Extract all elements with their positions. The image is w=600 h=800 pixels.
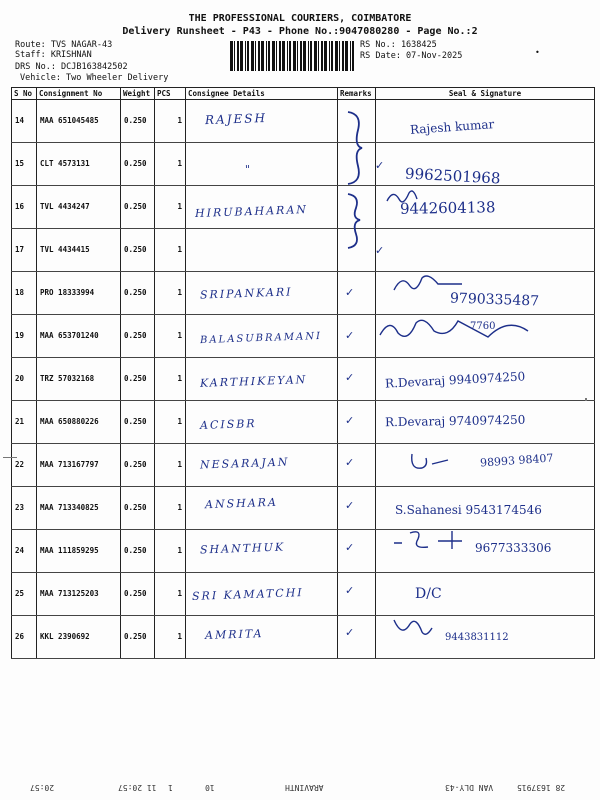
pcs-cell — [155, 186, 186, 229]
barcode-bar — [247, 41, 249, 71]
consignment-cell — [37, 487, 121, 530]
pcs-cell — [155, 315, 186, 358]
remarks-cell — [338, 444, 376, 487]
barcode-bar — [350, 41, 351, 71]
sno-cell-text: 20 — [15, 374, 25, 383]
consignment-cell — [37, 530, 121, 573]
remark-check-icon: ✓ — [345, 583, 355, 597]
consignment-cell-text: MAA 713340825 — [40, 503, 99, 512]
sno-cell — [12, 616, 37, 659]
pcs-cell — [155, 100, 186, 143]
sno-cell — [12, 100, 37, 143]
signature-scribble — [392, 270, 552, 304]
sno-cell-text: 23 — [15, 503, 25, 512]
weight-cell — [121, 186, 155, 229]
pcs-cell — [155, 444, 186, 487]
barcode-bar — [287, 41, 288, 71]
signature-scribble — [385, 187, 545, 221]
col-pcs: PCS — [155, 88, 186, 100]
consignment-cell — [37, 358, 121, 401]
consignment-cell — [37, 616, 121, 659]
sno-cell — [12, 358, 37, 401]
consignment-cell-text: MAA 650880226 — [40, 417, 99, 426]
consignee-cell — [186, 143, 338, 186]
barcode-bar — [266, 41, 267, 71]
barcode-bar — [276, 41, 277, 71]
barcode-bar — [272, 41, 275, 71]
pcs-cell — [155, 487, 186, 530]
barcode-bar — [300, 41, 302, 71]
pcs-cell-text: 1 — [177, 632, 182, 641]
footer-time: 20:57 — [30, 783, 55, 792]
weight-cell — [121, 573, 155, 616]
consignment-cell-text: MAA 713125203 — [40, 589, 99, 598]
signature-handwriting: 9962501968 — [404, 164, 501, 187]
footer-num-2: 10 — [205, 783, 215, 792]
scan-speck — [585, 398, 587, 401]
weight-cell — [121, 401, 155, 444]
remark-check-icon: ✓ — [345, 456, 355, 469]
table-row — [12, 143, 595, 186]
weight-cell-text: 0.250 — [124, 503, 147, 512]
remark-check-icon: ✓ — [375, 243, 385, 257]
weight-cell — [121, 143, 155, 186]
sno-cell — [12, 186, 37, 229]
consignee-cell — [186, 229, 338, 272]
signature-handwriting: 9443831112 — [445, 632, 509, 643]
consignee-handwriting: " — [244, 162, 253, 176]
barcode-bar — [329, 41, 330, 71]
barcode-bar — [234, 41, 235, 71]
remark-check-icon: ✓ — [345, 328, 355, 342]
remarks-cell — [338, 616, 376, 659]
remark-check-icon: ✓ — [345, 286, 355, 299]
barcode-bar — [268, 41, 270, 71]
barcode-bar — [289, 41, 291, 71]
weight-cell-text: 0.250 — [124, 589, 147, 598]
barcode-bar — [293, 41, 296, 71]
remark-check-icon: ✓ — [375, 158, 385, 172]
consignment-cell-text: MAA 651045485 — [40, 116, 99, 125]
signature-scribble — [408, 444, 568, 478]
signature-scribble — [392, 527, 552, 561]
brace-mark-1 — [340, 108, 370, 188]
barcode-bar — [345, 41, 348, 71]
weight-cell-text: 0.250 — [124, 374, 147, 383]
consignment-cell-text: MAA 653701240 — [40, 331, 99, 340]
consignment-cell — [37, 100, 121, 143]
barcode-bar — [324, 41, 327, 71]
sno-cell — [12, 272, 37, 315]
pcs-cell-text: 1 — [177, 374, 182, 383]
col-consignee: Consignee Details — [186, 88, 338, 100]
remarks-cell — [338, 401, 376, 444]
weight-cell — [121, 100, 155, 143]
route-label: Route: TVS NAGAR-43 — [15, 40, 113, 50]
footer-rs: 28 1637915 — [517, 783, 566, 792]
brace-mark-2 — [340, 190, 370, 250]
pcs-cell-text: 1 — [177, 503, 182, 512]
sno-cell — [12, 229, 37, 272]
company-title: THE PROFESSIONAL COURIERS, COIMBATORE — [188, 13, 412, 24]
sno-cell-text: 26 — [15, 632, 25, 641]
weight-cell-text: 0.250 — [124, 245, 147, 254]
weight-cell — [121, 315, 155, 358]
weight-cell — [121, 530, 155, 573]
sno-cell — [12, 487, 37, 530]
signature-handwriting: 98993 98407 — [479, 451, 554, 470]
sno-cell-text: 21 — [15, 417, 25, 426]
dot-mark: • — [535, 48, 540, 57]
footer-code: VAN DLY-43 — [445, 783, 494, 792]
sno-cell-text: 17 — [15, 245, 25, 254]
signature-handwriting: S.Sahanesi 9543174546 — [395, 502, 542, 517]
remarks-cell — [338, 573, 376, 616]
sno-cell — [12, 444, 37, 487]
consignment-cell — [37, 229, 121, 272]
weight-cell-text: 0.250 — [124, 546, 147, 555]
table-row — [12, 229, 595, 272]
barcode-bar — [321, 41, 323, 71]
barcode-bar — [318, 41, 319, 71]
remarks-cell — [338, 272, 376, 315]
consignment-cell — [37, 573, 121, 616]
signature-scribble — [392, 614, 552, 648]
weight-cell-text: 0.250 — [124, 288, 147, 297]
signature-handwriting: 7760 — [470, 320, 496, 332]
consignment-cell-text: MAA 111859295 — [40, 546, 99, 555]
footer-name: ARAVINTH — [285, 783, 324, 792]
barcode-bar — [258, 41, 260, 71]
weight-cell-text: 0.250 — [124, 116, 147, 125]
pcs-cell — [155, 143, 186, 186]
pcs-cell-text: 1 — [177, 460, 182, 469]
remark-check-icon: ✓ — [345, 498, 355, 512]
sno-cell — [12, 143, 37, 186]
consignment-cell-text: TRZ 57032168 — [40, 374, 95, 383]
scan-speck — [3, 457, 17, 458]
signature-cell — [376, 229, 595, 272]
signature-handwriting: R.Devaraj 9740974250 — [384, 412, 526, 429]
barcode-bar — [279, 41, 281, 71]
consignment-cell-text: KKL 2390692 — [40, 632, 90, 641]
consignee-handwriting: SRIPANKARI — [199, 285, 293, 302]
barcode-icon — [230, 41, 358, 71]
remark-check-icon: ✓ — [345, 371, 355, 384]
sno-cell — [12, 530, 37, 573]
barcode-bar — [303, 41, 306, 71]
weight-cell — [121, 229, 155, 272]
signature-scribble — [378, 313, 538, 347]
barcode-bar — [237, 41, 239, 71]
consignee-handwriting: BALASUBRAMANI — [199, 330, 323, 346]
sno-cell — [12, 573, 37, 616]
consignee-handwriting: ACISBR — [199, 416, 257, 432]
consignment-cell-text: TVL 4434415 — [40, 245, 90, 254]
pcs-cell — [155, 573, 186, 616]
weight-cell-text: 0.250 — [124, 202, 147, 211]
barcode-bar — [255, 41, 256, 71]
drs-label: DRS No.: DCJB163842502 — [15, 62, 128, 72]
pcs-cell — [155, 530, 186, 573]
col-signature: Seal & Signature — [376, 88, 595, 100]
pcs-cell-text: 1 — [177, 202, 182, 211]
remarks-cell — [338, 530, 376, 573]
weight-cell — [121, 358, 155, 401]
consignment-cell — [37, 444, 121, 487]
remarks-cell — [338, 358, 376, 401]
sno-cell-text: 16 — [15, 202, 25, 211]
signature-handwriting: 9677333306 — [475, 541, 552, 555]
sno-cell — [12, 401, 37, 444]
sno-cell-text: 14 — [15, 116, 25, 125]
consignment-cell — [37, 272, 121, 315]
staff-label: Staff: KRISHNAN — [15, 50, 92, 60]
barcode-bar — [342, 41, 344, 71]
remarks-cell — [338, 315, 376, 358]
consignment-cell-text: CLT 4573131 — [40, 159, 90, 168]
pcs-cell-text: 1 — [177, 546, 182, 555]
weight-cell-text: 0.250 — [124, 159, 147, 168]
pcs-cell-text: 1 — [177, 331, 182, 340]
rs-number: RS No.: 1638425 — [360, 40, 437, 50]
barcode-bar — [297, 41, 298, 71]
signature-handwriting: R.Devaraj 9940974250 — [384, 369, 526, 391]
consignment-cell — [37, 143, 121, 186]
weight-cell-text: 0.250 — [124, 632, 147, 641]
consignment-cell-text: TVL 4434247 — [40, 202, 90, 211]
sno-cell-text: 19 — [15, 331, 25, 340]
signature-handwriting: 9790335487 — [449, 290, 540, 310]
weight-cell — [121, 487, 155, 530]
sno-cell-text: 15 — [15, 159, 25, 168]
barcode-bar — [230, 41, 233, 71]
pcs-cell-text: 1 — [177, 116, 182, 125]
signature-cell — [376, 573, 595, 616]
footer-time-2: 11 20:57 — [118, 783, 157, 792]
barcode-bar — [245, 41, 246, 71]
barcode-bar — [282, 41, 285, 71]
pcs-cell-text: 1 — [177, 288, 182, 297]
barcode-bar — [314, 41, 317, 71]
pcs-cell-text: 1 — [177, 589, 182, 598]
consignment-cell — [37, 315, 121, 358]
pcs-cell-text: 1 — [177, 245, 182, 254]
col-remarks: Remarks — [338, 88, 376, 100]
barcode-bar — [251, 41, 254, 71]
rs-date: RS Date: 07-Nov-2025 — [360, 51, 463, 61]
consignment-cell — [37, 186, 121, 229]
barcode-bar — [335, 41, 338, 71]
barcode-bar — [339, 41, 340, 71]
barcode-bar — [308, 41, 309, 71]
pcs-cell — [155, 272, 186, 315]
sno-cell-text: 24 — [15, 546, 25, 555]
runsheet-subtitle: Delivery Runsheet - P43 - Phone No.:9047080280 - Page No.:2 — [122, 26, 478, 37]
weight-cell-text: 0.250 — [124, 417, 147, 426]
barcode-bar — [261, 41, 264, 71]
sno-cell-text: 22 — [15, 460, 25, 469]
col-sno: S No — [12, 88, 37, 100]
remark-check-icon: ✓ — [345, 541, 355, 554]
sno-cell-text: 18 — [15, 288, 25, 297]
col-weight: Weight — [121, 88, 155, 100]
pcs-cell — [155, 401, 186, 444]
barcode-bar — [310, 41, 312, 71]
weight-cell-text: 0.250 — [124, 331, 147, 340]
consignee-handwriting: AMRITA — [204, 626, 264, 643]
consignee-handwriting: KARTHIKEYAN — [199, 373, 308, 390]
barcode-bar — [352, 41, 354, 71]
consignment-cell — [37, 401, 121, 444]
consignee-handwriting: HIRUBAHARAN — [194, 203, 309, 220]
weight-cell-text: 0.250 — [124, 460, 147, 469]
pcs-cell-text: 1 — [177, 159, 182, 168]
weight-cell — [121, 444, 155, 487]
consignment-cell-text: PRO 18333994 — [40, 288, 95, 297]
pcs-cell — [155, 229, 186, 272]
table-row — [12, 100, 595, 143]
consignee-handwriting: ANSHARA — [204, 495, 279, 511]
footer-num-1: 1 — [168, 783, 173, 792]
consignee-handwriting: SHANTHUK — [199, 540, 286, 557]
signature-handwriting: Rajesh kumar — [409, 117, 495, 137]
col-consignment: Consignment No — [37, 88, 121, 100]
weight-cell — [121, 272, 155, 315]
consignee-handwriting: NESARAJAN — [199, 455, 290, 472]
weight-cell — [121, 616, 155, 659]
consignment-cell-text: MAA 713167797 — [40, 460, 99, 469]
pcs-cell — [155, 616, 186, 659]
vehicle-label: Vehicle: Two Wheeler Delivery — [20, 73, 169, 83]
barcode-bar — [240, 41, 243, 71]
remarks-cell — [338, 487, 376, 530]
remark-check-icon: ✓ — [345, 626, 355, 639]
sno-cell — [12, 315, 37, 358]
signature-handwriting: D/C — [415, 585, 442, 602]
table-header-row — [12, 88, 595, 100]
pcs-cell — [155, 358, 186, 401]
pcs-cell-text: 1 — [177, 417, 182, 426]
remark-check-icon: ✓ — [345, 413, 355, 427]
sno-cell-text: 25 — [15, 589, 25, 598]
consignee-handwriting: RAJESH — [204, 110, 268, 128]
barcode-bar — [331, 41, 333, 71]
signature-handwriting: 9442604138 — [399, 198, 496, 218]
consignee-handwriting: SRI KAMATCHI — [191, 585, 304, 603]
